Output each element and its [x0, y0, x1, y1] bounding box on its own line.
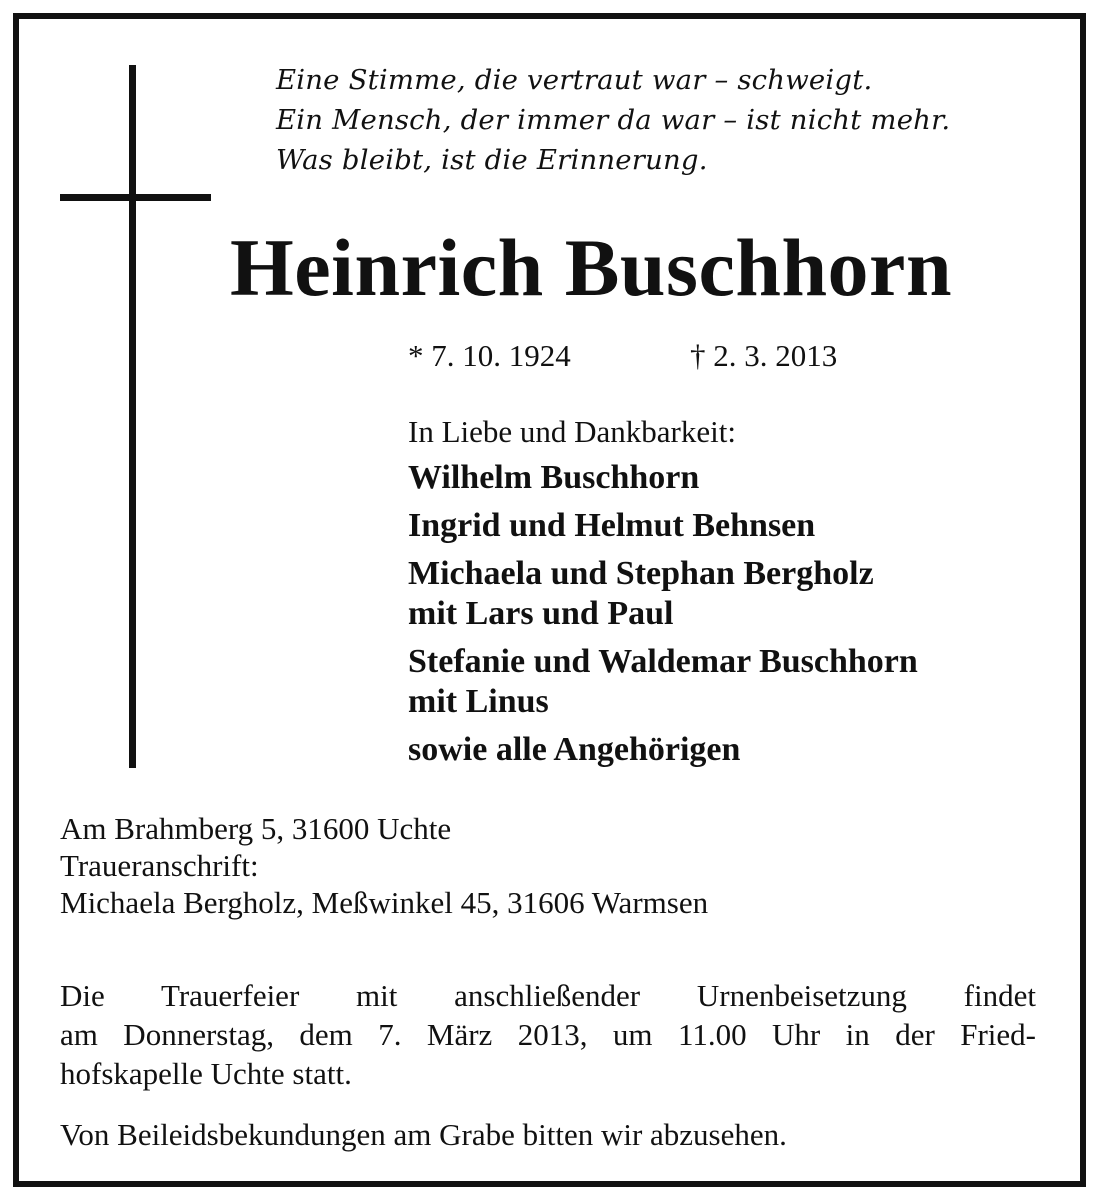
mourner-entry-continued: mit Linus: [408, 683, 549, 720]
ceremony-line: Die Trauerfeier mit anschließender Urnenbeisetzung findet: [60, 978, 1036, 1013]
death-date: † 2. 3. 2013: [690, 338, 838, 373]
mourner-entry: Ingrid und Helmut Behnsen: [408, 507, 816, 544]
mourners-intro: In Liebe und Dankbarkeit:: [408, 414, 736, 449]
deceased-name: Heinrich Buschhorn: [230, 222, 953, 313]
ceremony-line: am Donnerstag, dem 7. März 2013, um 11.00 Uhr in der Fried-: [60, 1017, 1036, 1052]
verse-line: Eine Stimme, die vertraut war – schweigt.: [276, 64, 873, 96]
address-line: Traueranschrift:: [60, 848, 259, 883]
ceremony-line: hofskapelle Uchte statt.: [60, 1056, 352, 1091]
address-line: Am Brahmberg 5, 31600 Uchte: [60, 811, 452, 846]
mourner-entry: Michaela und Stephan Bergholz: [408, 555, 874, 592]
verse-line: Was bleibt, ist die Erinnerung.: [276, 144, 708, 176]
memorial-verse: [276, 60, 1066, 180]
cross-horizontal-bar: [60, 194, 211, 201]
address-line: Michaela Bergholz, Meßwinkel 45, 31606 Warmsen: [60, 885, 709, 920]
mourner-entry: sowie alle Angehörigen: [408, 731, 741, 768]
address-block: [60, 810, 708, 921]
cross-vertical-bar: [129, 65, 136, 768]
mourner-entry: Stefanie und Waldemar Buschhorn: [408, 643, 918, 680]
verse-line: Ein Mensch, der immer da war – ist nicht mehr.: [276, 104, 951, 136]
closing-note: Von Beileidsbekundungen am Grabe bitten wir abzusehen.: [60, 1117, 787, 1152]
mourner-entry-continued: mit Lars und Paul: [408, 595, 674, 632]
ceremony-text: [60, 976, 1036, 1093]
birth-date: * 7. 10. 1924: [408, 338, 571, 373]
mourners-list: [408, 458, 918, 778]
mourner-entry: Wilhelm Buschhorn: [408, 459, 700, 496]
